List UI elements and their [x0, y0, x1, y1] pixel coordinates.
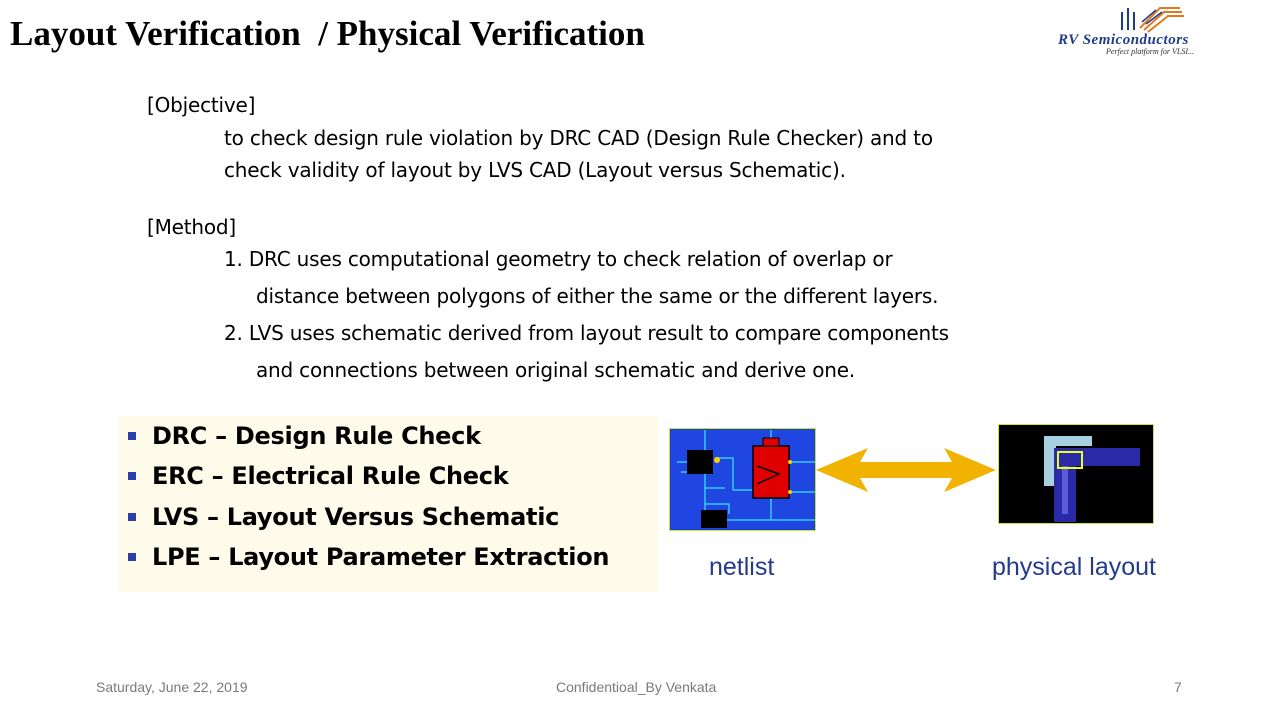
logo-name: RV Semiconductors: [1058, 32, 1189, 48]
slide-title: Layout Verification / Physical Verification: [10, 14, 645, 53]
footer-date: Saturday, June 22, 2019: [96, 679, 248, 695]
bullet-icon: [128, 472, 136, 480]
legend-item: [128, 456, 508, 496]
legend-item: [128, 416, 481, 456]
logo-tagline: Perfect platform for VLSI...: [1106, 47, 1194, 56]
objective-heading: [Objective]: [147, 93, 256, 117]
legend-item-text: ERC – Electrical Rule Check: [152, 462, 509, 490]
method-heading: [Method]: [147, 215, 237, 239]
netlist-caption: netlist: [709, 553, 775, 581]
legend-item: [128, 497, 559, 537]
method-line-2: distance between polygons of either the same or the different layers.: [256, 284, 939, 308]
method-line-3: 2. LVS uses schematic derived from layout result to compare components: [224, 321, 949, 345]
footer-page-number: 7: [1174, 679, 1182, 695]
legend-item: [128, 537, 609, 577]
bullet-icon: [128, 553, 136, 561]
legend-item-text: DRC – Design Rule Check: [152, 422, 481, 450]
physical-layout-image: [998, 424, 1154, 524]
logo-mark-icon: [1116, 2, 1188, 34]
physical-layout-caption: physical layout: [992, 553, 1156, 581]
netlist-schematic-image: [669, 428, 816, 531]
objective-line-1: to check design rule violation by DRC CAD (Design Rule Checker) and to: [224, 126, 933, 150]
bullet-icon: [128, 432, 136, 440]
footer-confidential: Confidentioal_By Venkata: [556, 679, 717, 695]
legend-item-text: LVS – Layout Versus Schematic: [152, 503, 560, 531]
bullet-icon: [128, 513, 136, 521]
bidirectional-arrow-icon: [816, 446, 996, 494]
company-logo: [1040, 0, 1280, 68]
objective-line-2: check validity of layout by LVS CAD (Layout versus Schematic).: [224, 158, 846, 182]
legend-item-text: LPE – Layout Parameter Extraction: [152, 543, 610, 571]
method-line-4: and connections between original schematic and derive one.: [256, 358, 856, 382]
method-line-1: 1. DRC uses computational geometry to check relation of overlap or: [224, 247, 893, 271]
